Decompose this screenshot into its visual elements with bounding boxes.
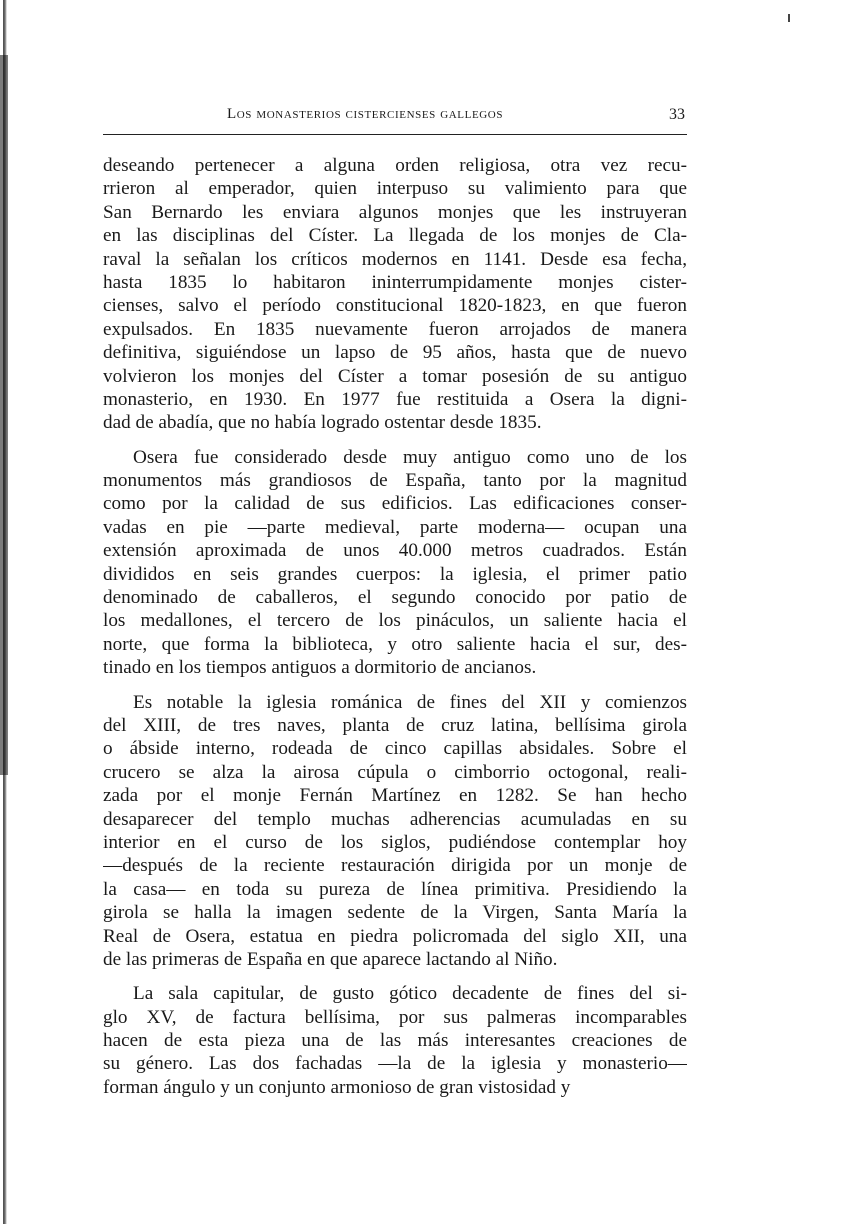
text-line: rrieron al emperador, quien interpuso su valimiento para que [103, 178, 687, 200]
text-line: Es notable la iglesia románica de fines del XII y comienzos [133, 691, 687, 713]
text-line: cienses, salvo el período constitucional 1820-1823, en que fueron [103, 295, 687, 317]
text-line: Real de Osera, estatua en piedra policromada del siglo XII, una [103, 925, 687, 947]
text-line: volvieron los monjes del Císter a tomar posesión de su antiguo [103, 365, 687, 387]
text-line: la casa— en toda su pureza de línea primitiva. Presidiendo la [103, 878, 687, 900]
text-line: del XIII, de tres naves, planta de cruz latina, bellísima girola [103, 714, 687, 736]
page-number: 33 [669, 106, 685, 123]
text-line: girola se halla la imagen sedente de la Virgen, Santa María la [103, 902, 687, 924]
running-header [103, 104, 687, 135]
text-line: norte, que forma la biblioteca, y otro saliente hacia el sur, des- [103, 633, 687, 655]
text-line: deseando pertenecer a alguna orden religiosa, otra vez recu- [103, 155, 687, 176]
paragraph [103, 691, 687, 972]
text-line: monasterio, en 1930. En 1977 fue restituida a Osera la digni- [103, 388, 687, 410]
running-title: Los monasterios cistercienses gallegos [227, 106, 504, 122]
text-line: desaparecer del templo muchas adherencias acumuladas en su [103, 808, 687, 830]
paragraph [103, 982, 687, 1099]
text-line: tinado en los tiempos antiguos a dormitorio de ancianos. [103, 657, 537, 679]
text-line: definitiva, siguiéndose un lapso de 95 años, hasta que de nuevo [103, 342, 687, 364]
text-line: interior en el curso de los siglos, pudiéndose contemplar hoy [103, 831, 687, 853]
text-line: como por la calidad de sus edificios. Las edificaciones conser- [103, 493, 687, 515]
text-line: o ábside interno, rodeada de cinco capillas absidales. Sobre el [103, 738, 687, 760]
scan-binding-shadow [0, 55, 8, 775]
text-line: en las disciplinas del Císter. La llegada de los monjes de Cla- [103, 225, 687, 247]
text-line: Osera fue considerado desde muy antiguo como uno de los [133, 446, 687, 468]
text-line: monumentos más grandiosos de España, tanto por la magnitud [103, 470, 687, 492]
paragraph [103, 446, 687, 680]
body-text [103, 154, 687, 1099]
text-line: raval la señalan los críticos modernos en 1141. Desde esa fecha, [103, 248, 687, 270]
text-line: denominado de caballeros, el segundo conocido por patio de [103, 587, 687, 609]
text-line: glo XV, de factura bellísima, por sus palmeras incomparables [103, 1006, 687, 1028]
text-line: extensión aproximada de unos 40.000 metros cuadrados. Están [103, 540, 687, 562]
text-line: dad de abadía, que no había logrado ostentar desde 1835. [103, 412, 542, 434]
text-line: crucero se alza la airosa cúpula o cimborrio octogonal, reali- [103, 761, 687, 783]
paragraph-gap [103, 971, 687, 982]
paragraph [103, 154, 687, 435]
text-line: los medallones, el tercero de los pináculos, un saliente hacia el [103, 610, 687, 632]
text-line: zada por el monje Fernán Martínez en 1282. Se han hecho [103, 785, 687, 807]
text-line: vadas en pie —parte medieval, parte moderna— ocupan una [103, 516, 687, 538]
text-line: La sala capitular, de gusto gótico decadente de fines del si- [133, 983, 687, 1005]
text-line: divididos en seis grandes cuerpos: la iglesia, el primer patio [103, 563, 687, 585]
scan-speck [788, 14, 790, 22]
text-line: San Bernardo les enviara algunos monjes que les instruyeran [103, 201, 687, 223]
text-line: hacen de esta pieza una de las más interesantes creaciones de [103, 1030, 687, 1052]
paragraph-gap [103, 680, 687, 691]
paragraph-gap [103, 435, 687, 446]
text-line: de las primeras de España en que aparece lactando al Niño. [103, 948, 558, 970]
text-line: forman ángulo y un conjunto armonioso de gran vistosidad y [103, 1076, 571, 1098]
text-line: su género. Las dos fachadas —la de la iglesia y monasterio— [103, 1053, 687, 1075]
text-line: —después de la reciente restauración dirigida por un monje de [103, 855, 687, 877]
text-line: hasta 1835 lo habitaron ininterrumpidamente monjes cister- [103, 271, 687, 293]
text-line: expulsados. En 1835 nuevamente fueron arrojados de manera [103, 318, 687, 340]
